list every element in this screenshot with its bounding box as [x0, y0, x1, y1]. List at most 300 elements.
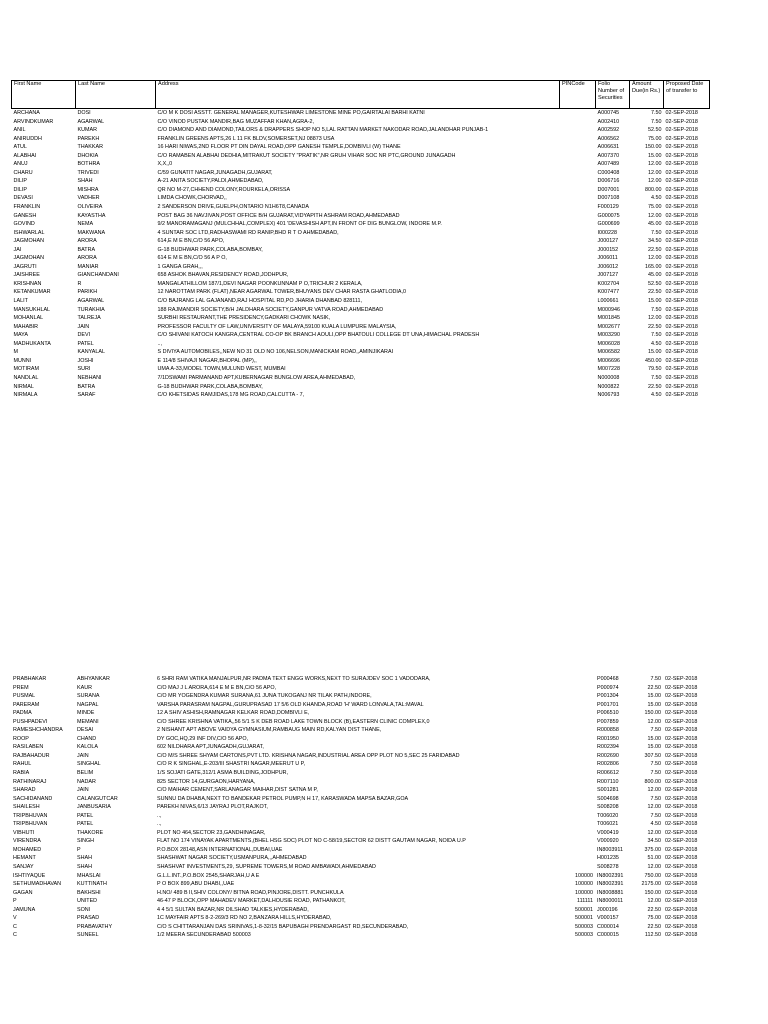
date-cell: 02-SEP-2018 [665, 204, 698, 211]
first-name-cell: CHARU [13, 169, 33, 176]
folio-cell: D007108 [597, 195, 620, 202]
amount-cell: 12.00 [647, 864, 661, 871]
table-row [12, 365, 710, 374]
table-row [12, 314, 710, 323]
last-name-cell: BATRA [77, 246, 96, 253]
pincode-cell [560, 254, 596, 263]
amount-cell: 12.00 [648, 255, 662, 262]
date-cell: 02-SEP-2018 [665, 761, 698, 768]
folio-cell: R000858 [597, 727, 619, 734]
address-cell: PROFESSOR FACULTY OF LAW,UNIVERSITY OF MALAYA,59100 KUALA LUMPURE MALAYSIA, [157, 323, 397, 330]
date-cell: 02-SEP-2018 [665, 161, 698, 168]
table-body-bottom [11, 675, 709, 940]
last-name-cell: DEVI [77, 332, 91, 339]
amount-cell: 51.00 [647, 855, 661, 862]
last-name-cell: PATEL [77, 340, 94, 347]
address-cell: C/O SHIVANI KATOCH KANGRA,CENTRAL CO-OP BK BRANCH AOULI,OPP BHATOULI COLLEGE DT UNA,HIMACHAL PRADESH [157, 332, 480, 339]
address-cell: C/O VINOD PUSTAK MANDIR,BAG MUZAFFAR KHAN,AGRA-2, [157, 118, 315, 125]
address-cell: 16 HARI NIWAS,2ND FLOOR PT DIN DAYAL ROAD,OPP GANESH TEMPLE,DOMBIVLI (W) THANE [157, 144, 401, 151]
date-cell: 02-SEP-2018 [665, 374, 698, 381]
table-row [11, 684, 709, 693]
date-cell: 02-SEP-2018 [665, 315, 698, 322]
table-row [11, 854, 709, 863]
folio-cell: C000408 [597, 169, 620, 176]
address-cell: G.L.L.INT.,P.O.BOX 2545,SHARJAH,U A E [157, 872, 260, 879]
last-name-cell: JANBUSARIA [77, 804, 111, 811]
amount-cell: 12.00 [647, 898, 661, 905]
first-name-cell: SHARAD [13, 787, 36, 794]
folio-cell: P006510 [597, 710, 619, 717]
first-name-cell: ARCHANA [13, 110, 40, 116]
last-name-cell: SURANA [77, 693, 100, 700]
address-cell: 6 SHRI RAM VATIKA MANJALPUR,NR PADMA TEXT ENGG WORKS,NEXT TO SURAJDEV SOC 1 VADODARA, [157, 676, 431, 682]
last-name-cell: SARAF [77, 392, 96, 399]
pincode-cell: 500001 [575, 915, 593, 922]
first-name-cell: PUSMAL [13, 693, 36, 700]
pincode-cell [560, 271, 596, 280]
amount-cell: 2175.00 [641, 881, 661, 888]
address-cell: P.O.BOX 28148,ASN INTERNATIONAL,DUBAI,UAE [157, 846, 283, 853]
first-name-cell: JAI [13, 246, 22, 253]
last-name-cell: SHAH [77, 864, 92, 871]
address-cell: C/O MAIHAR CEMENT,SARLANAGAR MAIHAR,DIST SATNA M P, [157, 787, 318, 794]
header-folio: Folio Number of Securities [596, 81, 630, 109]
table-row [11, 803, 709, 812]
first-name-cell: ISHTIYAQUE [13, 872, 46, 879]
first-name-cell: FRANKLIN [13, 204, 41, 211]
pincode-cell [559, 803, 595, 812]
pincode-cell [560, 331, 596, 340]
folio-cell: N006793 [597, 392, 620, 399]
first-name-cell: MUNNI [13, 357, 32, 364]
last-name-cell: R [77, 280, 82, 287]
table-row [12, 143, 710, 152]
header-pincode: PINCode [560, 81, 596, 109]
table-row [11, 837, 709, 846]
amount-cell: 750.00 [644, 872, 661, 879]
folio-cell: M001845 [597, 315, 620, 322]
first-name-cell: GAGAN [13, 889, 33, 896]
address-cell: SUNNU DA DHABA,NEXT TO BANDEKAR PETROL PUMP,N H 17, KARASWADA MAPSA BAZAR,GOA [157, 795, 409, 802]
first-name-cell: ARVINDKUMAR [13, 118, 54, 125]
date-cell: 02-SEP-2018 [665, 263, 698, 270]
last-name-cell: PAREKH [77, 135, 100, 142]
pincode-cell [560, 391, 596, 400]
date-cell: 02-SEP-2018 [665, 152, 698, 159]
address-cell: 4 4 5/1 SULTAN BAZAR,NR DILSHAD TALKIES,HYDERABAD, [157, 906, 309, 913]
pincode-cell [560, 237, 596, 246]
last-name-cell: ARORA [77, 255, 97, 262]
last-name-cell: NAGPAL [77, 701, 99, 708]
last-name-cell: PRASAD [77, 915, 100, 922]
date-cell: 02-SEP-2018 [665, 289, 698, 296]
folio-cell: J007127 [597, 272, 619, 279]
first-name-cell: DILIP [13, 178, 27, 185]
date-cell: 02-SEP-2018 [665, 144, 698, 151]
last-name-cell: TURAKHIA [77, 306, 105, 313]
table-row [12, 280, 710, 289]
folio-cell: R007110 [597, 778, 619, 785]
amount-cell: 7.50 [651, 110, 662, 116]
folio-cell: C000015 [597, 932, 619, 939]
pincode-cell [560, 126, 596, 135]
address-cell: .., [157, 821, 162, 828]
date-cell: 02-SEP-2018 [665, 846, 698, 853]
pincode-cell [560, 297, 596, 306]
folio-cell: M002677 [597, 323, 620, 330]
folio-cell: K007477 [597, 289, 620, 296]
first-name-cell: RATHINARAJ [13, 778, 47, 785]
first-name-cell: MOHAMED [13, 846, 42, 853]
date-cell: 02-SEP-2018 [665, 246, 698, 253]
folio-cell: G000075 [597, 212, 620, 219]
first-name-cell: KRISHNAN [13, 280, 42, 287]
date-cell: 02-SEP-2018 [665, 332, 698, 339]
date-cell: 02-SEP-2018 [665, 778, 698, 785]
address-cell: 1/S SOJATI GATE,312/1 ASMA BUILDING,JODHPUR, [157, 770, 289, 777]
amount-cell: 45.00 [648, 221, 662, 228]
folio-cell: J000196 [597, 906, 618, 913]
table-row [12, 357, 710, 366]
folio-cell: I000228 [597, 229, 617, 236]
address-cell: 9/2 MANORAMAGANJ (MULCHHAL,COMPLEX) 401 'DEVASHISH APT,IN FRONT OF DIG BUNGLOW, INDORE M.P. [157, 221, 442, 228]
amount-cell: 12.00 [647, 804, 661, 811]
address-cell: E 114/8 SHIVAJI NAGAR,BHOPAL (MP),, [157, 357, 257, 364]
header-first-name: First Name [12, 81, 76, 109]
address-cell: G-18 BUDHWAR PARK,COLABA,BOMBAY, [157, 383, 263, 390]
amount-cell: 34.50 [648, 238, 662, 245]
date-cell: 02-SEP-2018 [665, 195, 698, 202]
date-cell: 02-SEP-2018 [665, 272, 698, 279]
folio-cell: P007859 [597, 718, 619, 725]
first-name-cell: RAJBAHADUR [13, 752, 50, 759]
address-cell: C/O S CHITTARANJAN DAS SRINIVAS,1-8-32/15 BAPUBAGH PRENDARGAST RD,SECUNDERABAD, [157, 923, 409, 930]
address-cell: 12 NAROTTAM PARK (FLAT),NEAR AGARWAL TOWER,BHUYANS DEV CHAR RASTA GHATLODIA,0 [157, 289, 407, 296]
table-row [12, 177, 710, 186]
amount-cell: 150.00 [645, 144, 662, 151]
table-row [11, 701, 709, 710]
amount-cell: 45.00 [648, 272, 662, 279]
last-name-cell: KAYASTHA [77, 212, 106, 219]
address-cell: C/O KHETSIDAS RAMJIDAS,178 MG ROAD,CALCUTTA - 7, [157, 392, 305, 399]
folio-cell: IN8002391 [597, 881, 624, 888]
pincode-cell [560, 152, 596, 161]
date-cell: 02-SEP-2018 [665, 872, 698, 879]
table-row [12, 288, 710, 297]
first-name-cell: RAHUL [13, 761, 32, 768]
amount-cell: 4.50 [651, 195, 662, 202]
table-row [11, 872, 709, 881]
pincode-cell [560, 135, 596, 144]
first-name-cell: HEMANT [13, 855, 36, 862]
pincode-cell [560, 246, 596, 255]
last-name-cell: KUTTINATH [77, 881, 107, 888]
folio-cell: D006716 [597, 178, 620, 185]
address-cell: A-21 ANITA SOCIETY,PALDI,AHMEDABAD, [157, 178, 264, 185]
date-cell: 02-SEP-2018 [665, 804, 698, 811]
date-cell: 02-SEP-2018 [665, 915, 698, 922]
amount-cell: 165.00 [645, 263, 662, 270]
amount-cell: 4.50 [651, 340, 662, 347]
table-row [11, 786, 709, 795]
first-name-cell: C [13, 932, 17, 939]
first-name-cell: ANUJ [13, 161, 28, 168]
amount-cell: 34.50 [647, 838, 661, 845]
pincode-cell [559, 709, 595, 718]
table-row [12, 160, 710, 169]
folio-cell: R006612 [597, 770, 619, 777]
date-cell: 02-SEP-2018 [665, 932, 698, 939]
amount-cell: 22.50 [648, 289, 662, 296]
address-cell: QR NO M-27,CHHEND COLONY,ROURKELA,ORISSA [157, 186, 291, 193]
table-row [12, 340, 710, 349]
amount-cell: 15.00 [647, 693, 661, 700]
amount-cell: 7.50 [651, 229, 662, 236]
amount-cell: 52.50 [648, 127, 662, 134]
folio-cell: A000745 [597, 110, 620, 116]
pincode-cell: 111111 [577, 898, 593, 905]
pincode-cell [560, 263, 596, 272]
table-row [12, 246, 710, 255]
pincode-cell [559, 837, 595, 846]
first-name-cell: MADHUKANTA [13, 340, 51, 347]
first-name-cell: JAISHREE [13, 272, 40, 279]
last-name-cell: MHASLAI [77, 872, 101, 879]
table-body-top [12, 109, 710, 400]
pincode-cell [559, 769, 595, 778]
address-cell: PLOT NO 464,SECTOR 23,GANDHINAGAR, [157, 829, 266, 836]
pincode-cell [560, 177, 596, 186]
folio-cell: G000699 [597, 221, 620, 228]
folio-cell: P000468 [597, 676, 619, 682]
unpaid-dividend-table-top [11, 80, 710, 400]
amount-cell: 79.50 [648, 366, 662, 373]
address-cell: .., [157, 340, 162, 347]
date-cell: 02-SEP-2018 [665, 864, 698, 871]
table-row [12, 118, 710, 127]
table-row [12, 331, 710, 340]
date-cell: 02-SEP-2018 [665, 392, 698, 399]
last-name-cell: THAKORE [77, 829, 104, 836]
last-name-cell: JAIN [77, 752, 89, 759]
table-row [12, 109, 710, 118]
address-cell: SHASHWAT NAGAR SOCIETY,USMANPURA,,,AHMEDABAD [157, 855, 307, 862]
date-cell: 02-SEP-2018 [665, 280, 698, 287]
folio-cell: J006012 [597, 263, 619, 270]
amount-cell: 7.50 [651, 306, 662, 313]
date-cell: 02-SEP-2018 [665, 735, 698, 742]
folio-cell: IN8008881 [597, 889, 624, 896]
address-cell: C/O MAJ J L ARORA,614 E M E BN,C/O 56 APO, [157, 684, 277, 691]
last-name-cell: TALREJA [77, 315, 101, 322]
table-row [11, 889, 709, 898]
last-name-cell: JAIN [77, 323, 90, 330]
date-cell: 02-SEP-2018 [665, 349, 698, 356]
amount-cell: 307.50 [644, 752, 661, 759]
address-cell: C/O MR YOGENDRA KUMAR SURANA,61 JUNA TUKOGANJ NR TILAK PATH,INDORE, [157, 693, 372, 700]
folio-cell: IN8000011 [597, 898, 623, 905]
pincode-cell: 500003 [575, 932, 593, 939]
last-name-cell: PATEL [77, 821, 94, 828]
date-cell: 02-SEP-2018 [665, 701, 698, 708]
address-cell: .., [157, 812, 162, 819]
last-name-cell: UNITED [77, 898, 98, 905]
last-name-cell: MAKWANA [77, 229, 106, 236]
amount-cell: 22.50 [648, 323, 662, 330]
table-row [12, 391, 710, 400]
table-row [12, 212, 710, 221]
first-name-cell: DEVASI [13, 195, 33, 202]
last-name-cell: NEBHANI [77, 374, 102, 381]
pincode-cell [560, 288, 596, 297]
last-name-cell: MINDE [77, 710, 95, 717]
pincode-cell [560, 340, 596, 349]
table-row [11, 923, 709, 932]
address-cell: 825 SECTOR 14,GURGAON,HARYANA, [157, 778, 256, 785]
folio-cell: R002690 [597, 752, 619, 759]
date-cell: 02-SEP-2018 [665, 821, 698, 828]
table-row [12, 271, 710, 280]
address-cell: 4 SUNTAR SOC LTD,RADHASWAMI RD RANIP,BHD R T O AHMEDABAD, [157, 229, 339, 236]
table-row [12, 323, 710, 332]
header-date: Proposed Date of transfer to [664, 81, 710, 109]
last-name-cell: THAKKAR [77, 144, 103, 151]
pincode-cell [559, 701, 595, 710]
folio-cell: M006028 [597, 340, 620, 347]
address-cell: 2 NISHANT APT ABOVE VAIDYA GYMNASIUM,RAMBAUG MAIN RD,KALYAN DIST THANE, [157, 727, 382, 734]
first-name-cell: PUSHPADEVI [13, 718, 48, 725]
table-row [11, 820, 709, 829]
first-name-cell: MOHANLAL [13, 315, 44, 322]
first-name-cell: SANJAY [13, 864, 34, 871]
first-name-cell: GANESH [13, 212, 37, 219]
first-name-cell: PADMA [13, 710, 32, 717]
date-cell: 02-SEP-2018 [665, 752, 698, 759]
pincode-cell [560, 374, 596, 383]
amount-cell: 22.50 [648, 246, 662, 253]
folio-cell: P001304 [597, 693, 619, 700]
first-name-cell: JAGMOHAN [13, 238, 45, 245]
date-cell: 02-SEP-2018 [665, 923, 698, 930]
address-cell: C/O M/S SHREE SHYAM CARTONS,PVT LTD. KRISHNA NAGAR,INDUSTRIAL AREA OPP PLOT NO 5,SEC 25 FARIDABAD [157, 752, 460, 759]
address-cell: FLAT NO 174 VINAYAK APARTMENTS,(BHEL HSG SOC) PLOT NO C-58/19,SECTOR 62 DISTT GAUTAM NAGAR, NOIDA U.P [157, 838, 466, 845]
amount-cell: 450.00 [645, 357, 662, 364]
amount-cell: 15.00 [648, 298, 662, 305]
address-cell: 1C MAYFAIR APTS 8-2-269/3 RD NO 2,BANZARA HILLS,HYDERABAD, [157, 915, 332, 922]
last-name-cell: TRIVEDI [77, 169, 99, 176]
pincode-cell [559, 820, 595, 829]
folio-cell: M007228 [597, 366, 620, 373]
table-row [11, 709, 709, 718]
first-name-cell: LALIT [13, 298, 28, 305]
amount-cell: 7.50 [651, 374, 662, 381]
date-cell: 02-SEP-2018 [665, 693, 698, 700]
pincode-cell [560, 280, 596, 289]
first-name-cell: RASILABEN [13, 744, 44, 751]
last-name-cell: SINGHAL [77, 761, 101, 768]
amount-cell: 7.50 [650, 795, 661, 802]
pincode-cell [559, 743, 595, 752]
amount-cell: 150.00 [644, 889, 661, 896]
folio-cell: J006011 [597, 255, 618, 262]
date-cell: 02-SEP-2018 [665, 855, 698, 862]
address-cell: C/O BAJRANG LAL GAJANAND,RAJ HOSPITAL RD,PO JHARIA DHANBAD 828111, [157, 298, 362, 305]
last-name-cell: MEMANI [77, 718, 99, 725]
first-name-cell: PRABHAKAR [13, 676, 47, 682]
amount-cell: 15.00 [647, 701, 661, 708]
last-name-cell: SINGH [77, 838, 95, 845]
last-name-cell: DOSI [77, 110, 91, 116]
date-cell: 02-SEP-2018 [665, 323, 698, 330]
amount-cell: 12.00 [648, 169, 662, 176]
address-cell: 12 A SHIV ASHISH,RAMNAGAR KELKAR ROAD,DOMBIVLI E, [157, 710, 310, 717]
pincode-cell [559, 854, 595, 863]
table-row [11, 675, 709, 684]
date-cell: 02-SEP-2018 [665, 212, 698, 219]
folio-cell: V000157 [597, 915, 619, 922]
last-name-cell: AGARWAL [77, 118, 105, 125]
folio-cell: N000822 [597, 383, 620, 390]
last-name-cell: ARORA [77, 238, 97, 245]
address-cell: X,X,,0 [157, 161, 173, 168]
pincode-cell [560, 220, 596, 229]
first-name-cell: ATUL [13, 144, 27, 151]
amount-cell: 7.50 [650, 761, 661, 768]
pincode-cell: 500001 [575, 906, 593, 913]
pincode-cell [560, 229, 596, 238]
last-name-cell: NEMA [77, 221, 94, 228]
date-cell: 02-SEP-2018 [665, 684, 698, 691]
date-cell: 02-SEP-2018 [665, 744, 698, 751]
table-row [11, 880, 709, 889]
date-cell: 02-SEP-2018 [665, 135, 698, 142]
table-row [11, 846, 709, 855]
address-cell: SHASHVAT INVESTMENTS,29, SUPREME TOWERS,M ROAD AMBAWADI,AHMEDABAD [157, 864, 376, 871]
address-cell: 602 NILDHARA APT,JUNAGADH,GUJARAT, [157, 744, 264, 751]
amount-cell: 22.50 [647, 906, 661, 913]
pincode-cell [559, 778, 595, 787]
address-cell: C/59 GUNATIT NAGAR,JUNAGADH,GUJARAT, [157, 169, 273, 176]
first-name-cell: ISHWARLAL [13, 229, 45, 236]
address-cell: C/O RAMABEN ALABHAI DEDHIA,MITRAKUT SOCIETY "PRATIK",NR GRUH VIHAR SOC NR PTC,GROUND JUNAGADH [157, 152, 456, 159]
date-cell: 02-SEP-2018 [665, 238, 698, 245]
pincode-cell [559, 752, 595, 761]
date-cell: 02-SEP-2018 [665, 383, 698, 390]
folio-cell: R002394 [597, 744, 619, 751]
pincode-cell [560, 314, 596, 323]
last-name-cell: OLIVEIRA [77, 204, 103, 211]
pincode-cell [560, 169, 596, 178]
address-cell: P O BOX 899,ABU DHABI,,UAE [157, 881, 235, 888]
last-name-cell: SURI [77, 366, 91, 373]
date-cell: 02-SEP-2018 [665, 906, 698, 913]
last-name-cell: JAIN [77, 787, 89, 794]
folio-cell: T006020 [597, 812, 619, 819]
pincode-cell: 100000 [575, 872, 593, 879]
pincode-cell [560, 160, 596, 169]
last-name-cell: PARIKH [77, 289, 98, 296]
pincode-cell [560, 118, 596, 127]
folio-cell: M003290 [597, 332, 620, 339]
pincode-cell [559, 735, 595, 744]
date-cell: 02-SEP-2018 [665, 718, 698, 725]
amount-cell: 800.00 [645, 186, 662, 193]
folio-cell: M006582 [597, 349, 620, 356]
date-cell: 02-SEP-2018 [665, 676, 698, 682]
amount-cell: 7.50 [650, 812, 661, 819]
last-name-cell: SHAH [77, 178, 93, 185]
table-row [11, 726, 709, 735]
